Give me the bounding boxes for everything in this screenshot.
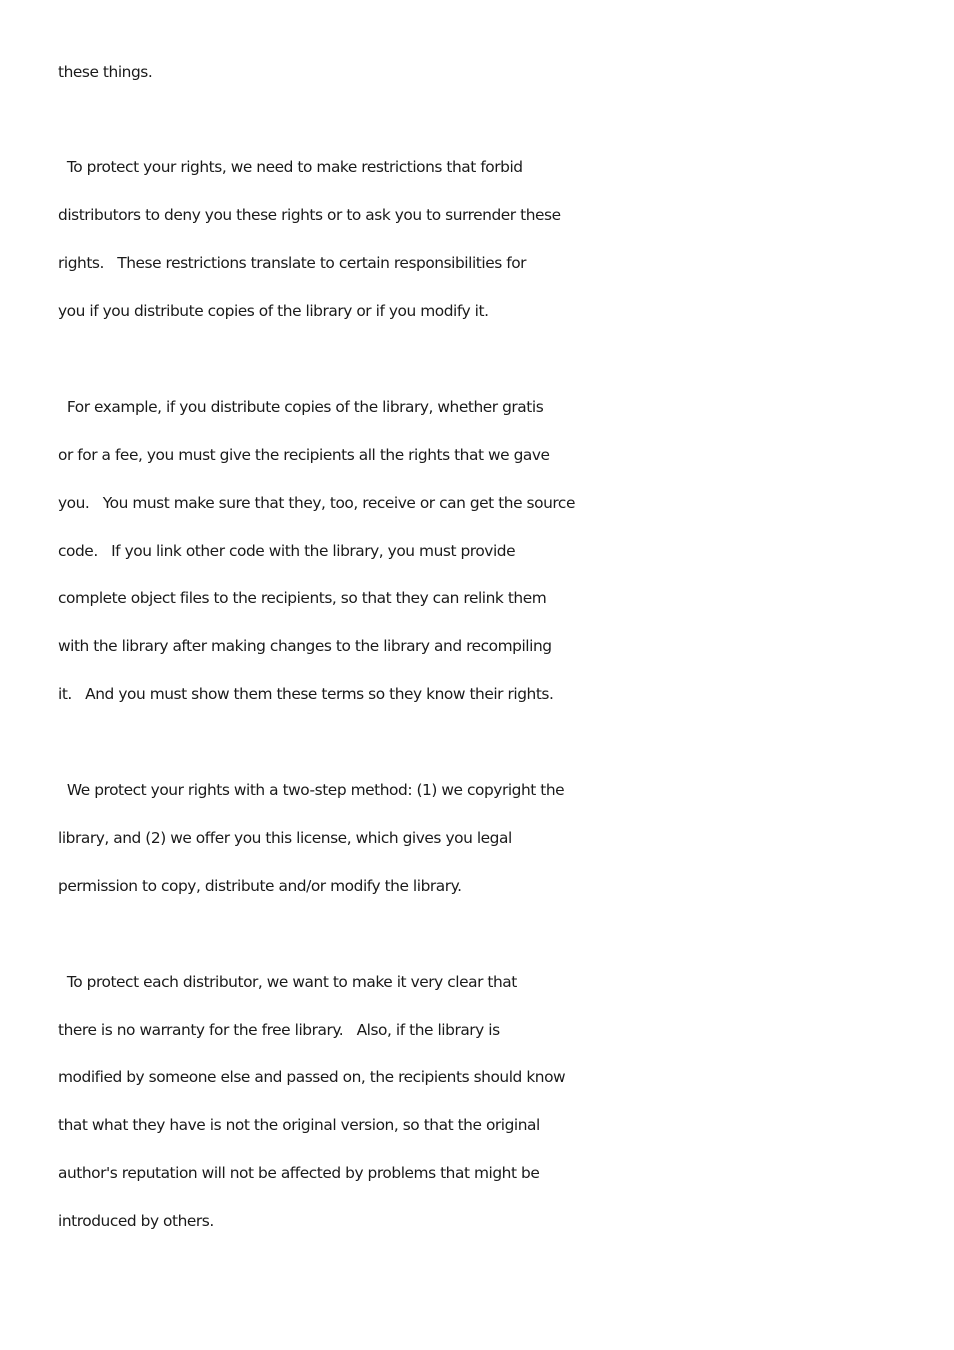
text-line: For example, if you distribute copies of the library, whether gratis bbox=[58, 398, 544, 416]
text-line: complete object files to the recipients, so that they can relink them bbox=[58, 589, 547, 607]
text-line: rights. These restrictions translate to certain responsibilities for bbox=[58, 254, 527, 272]
text-line: author's reputation will not be affected by problems that might be bbox=[58, 1164, 540, 1182]
text-line: you. You must make sure that they, too, receive or can get the source bbox=[58, 494, 575, 512]
text-line: To protect each distributor, we want to make it very clear that bbox=[58, 973, 517, 991]
text-line: or for a fee, you must give the recipients all the rights that we gave bbox=[58, 446, 550, 464]
text-line: modified by someone else and passed on, the recipients should know bbox=[58, 1068, 566, 1086]
text-line: you if you distribute copies of the library or if you modify it. bbox=[58, 302, 489, 320]
text-line: it. And you must show them these terms so they know their rights. bbox=[58, 685, 554, 703]
text-line: there is no warranty for the free library. Also, if the library is bbox=[58, 1021, 500, 1039]
text-line: To protect your rights, we need to make restrictions that forbid bbox=[58, 158, 523, 176]
text-line: We protect your rights with a two-step method: (1) we copyright the bbox=[58, 781, 565, 799]
text-line: distributors to deny you these rights or to ask you to surrender these bbox=[58, 206, 561, 224]
text-line: with the library after making changes to the library and recompiling bbox=[58, 637, 552, 655]
text-line: that what they have is not the original version, so that the original bbox=[58, 1116, 540, 1134]
text-line: these things. bbox=[58, 63, 153, 81]
text-line: library, and (2) we offer you this license, which gives you legal bbox=[58, 829, 512, 847]
text-line: permission to copy, distribute and/or modify the library. bbox=[58, 877, 462, 895]
text-line: code. If you link other code with the library, you must provide bbox=[58, 542, 516, 560]
text-line: introduced by others. bbox=[58, 1212, 214, 1230]
